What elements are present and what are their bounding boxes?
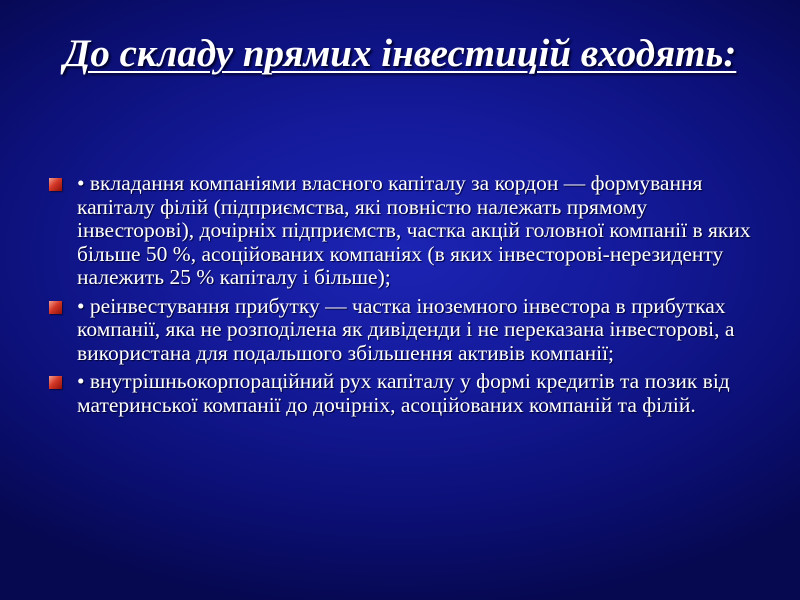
slide-title: До складу прямих інвестицій входять: [63, 32, 737, 75]
red-square-bullet-icon [49, 178, 62, 191]
red-square-bullet-icon [49, 301, 62, 314]
list-item-text: • реінвестування прибутку — частка іноземного інвестора в прибутках компанії, яка не розподілена як дивіденди і не переказана інвесторові, а використана для подальшого збільшення активів компанії; [77, 293, 735, 365]
red-square-bullet-icon [49, 376, 62, 389]
list-item-text: • внутрішньокорпораційний рух капіталу у формі кредитів та позик від материнської компанії до дочірніх, асоційованих компаній та філій. [77, 369, 730, 417]
list-item [48, 370, 768, 417]
list-item [48, 172, 768, 290]
list-item [48, 295, 768, 366]
list-item-text: • вкладання компаніями власного капіталу за кордон — формування капіталу філій (підприємства, які повністю належать прямому інвесторові), дочірніх підприємств, частка акцій головної компанії в яких більше 50 %, асоційованих компаніях (в яких інвесторові-нерезиденту належить 25 % капіталу і більше); [77, 171, 751, 289]
bullet-list [48, 172, 768, 422]
